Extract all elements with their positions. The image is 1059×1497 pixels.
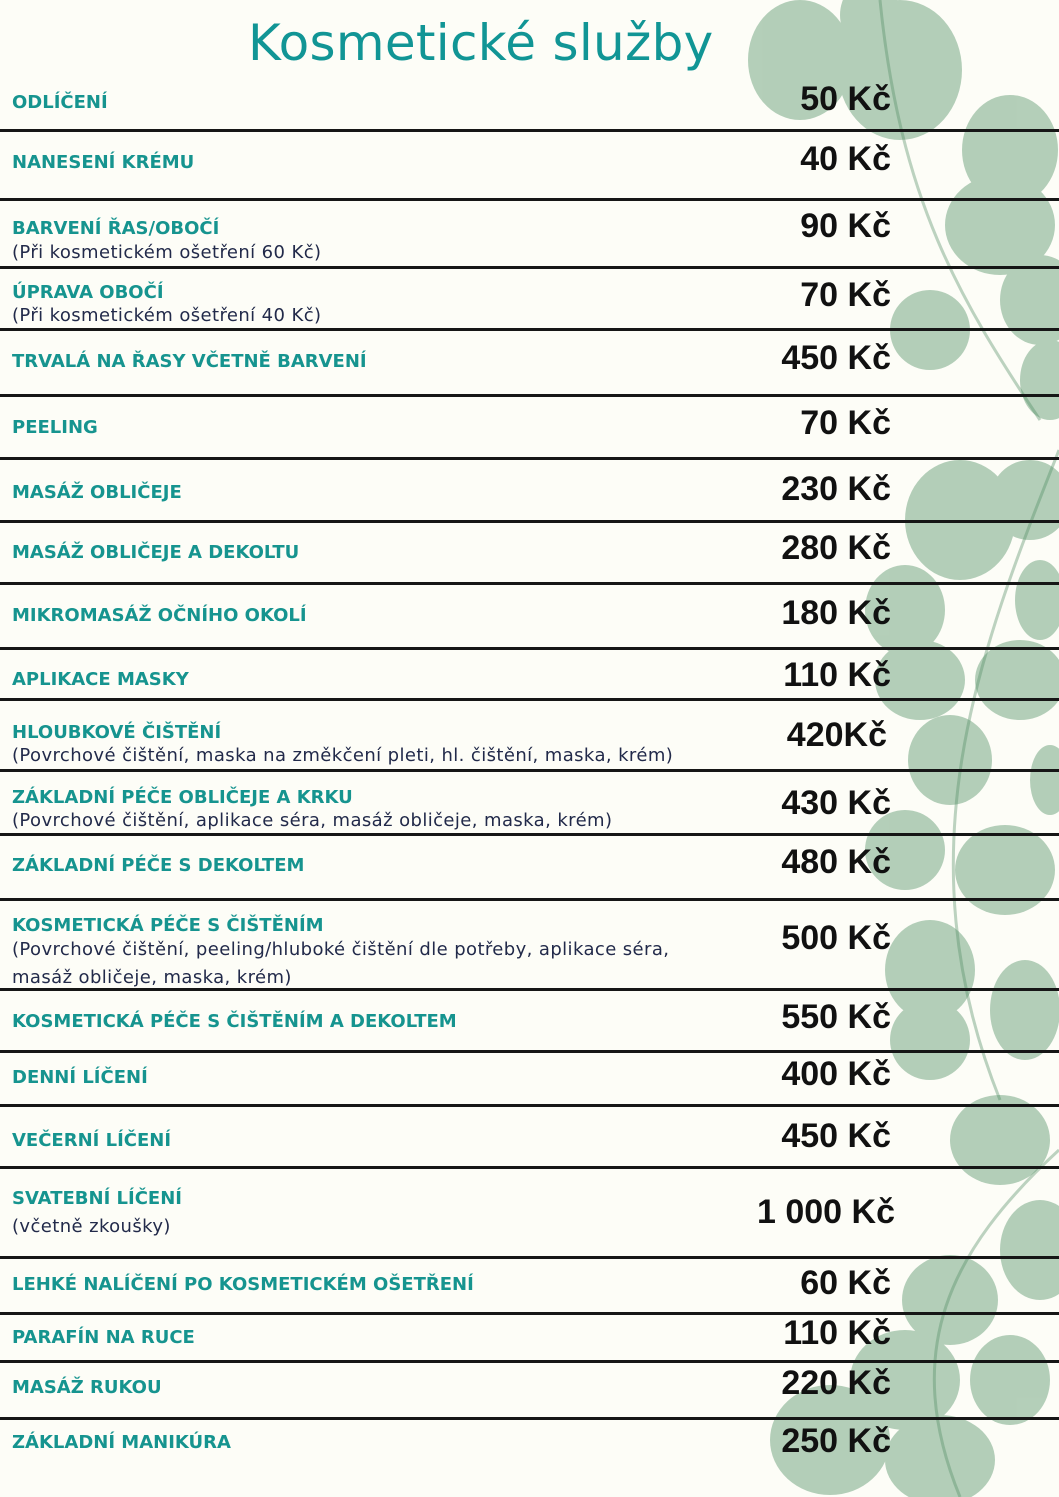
divider [0, 198, 1059, 201]
service-name: TRVALÁ NA ŘASY VČETNĚ BARVENÍ [12, 351, 367, 372]
service-name: ZÁKLADNÍ MANIKÚRA [12, 1432, 231, 1453]
service-note: (Při kosmetickém ošetření 40 Kč) [12, 305, 322, 326]
service-name: HLOUBKOVÉ ČIŠTĚNÍ [12, 722, 222, 743]
service-name: ZÁKLADNÍ PÉČE OBLIČEJE A KRKU [12, 787, 353, 808]
divider [0, 1104, 1059, 1107]
service-name: SVATEBNÍ LÍČENÍ [12, 1188, 182, 1209]
service-name: BARVENÍ ŘAS/OBOČÍ [12, 218, 220, 239]
service-note: (včetně zkoušky) [12, 1216, 171, 1237]
service-price: 280 Kč [781, 529, 891, 567]
service-price: 400 Kč [781, 1055, 891, 1093]
divider [0, 1360, 1059, 1363]
service-name: NANESENÍ KRÉMU [12, 152, 195, 173]
service-price: 60 Kč [800, 1264, 891, 1302]
service-price: 70 Kč [800, 276, 891, 314]
service-name: MIKROMASÁŽ OČNÍHO OKOLÍ [12, 605, 307, 626]
service-price: 450 Kč [781, 339, 891, 377]
service-note: (Povrchové čištění, aplikace séra, masáž obličeje, maska, krém) [12, 810, 613, 831]
divider [0, 520, 1059, 523]
service-name: ÚPRAVA OBOČÍ [12, 282, 164, 303]
service-note: masáž obličeje, maska, krém) [12, 967, 292, 988]
service-price: 250 Kč [781, 1422, 891, 1460]
service-name: DENNÍ LÍČENÍ [12, 1067, 148, 1088]
service-price: 500 Kč [781, 919, 891, 957]
service-price: 550 Kč [781, 998, 891, 1036]
service-name: ZÁKLADNÍ PÉČE S DEKOLTEM [12, 855, 305, 876]
service-note: (Povrchové čištění, peeling/hluboké čištění dle potřeby, aplikace séra, [12, 939, 670, 960]
service-price: 220 Kč [781, 1364, 891, 1402]
divider [0, 582, 1059, 585]
service-name: MASÁŽ OBLIČEJE [12, 482, 182, 503]
service-price: 110 Kč [783, 656, 891, 694]
service-name: MASÁŽ OBLIČEJE A DEKOLTU [12, 542, 300, 563]
divider [0, 1417, 1059, 1420]
service-price: 90 Kč [800, 207, 891, 245]
divider [0, 1050, 1059, 1053]
divider [0, 898, 1059, 901]
service-name: PARAFÍN NA RUCE [12, 1327, 195, 1348]
service-price: 50 Kč [800, 80, 891, 118]
divider [0, 1166, 1059, 1169]
service-price: 40 Kč [800, 140, 891, 178]
service-price: 450 Kč [781, 1117, 891, 1155]
service-name: PEELING [12, 417, 98, 438]
service-name: ODLÍČENÍ [12, 92, 108, 113]
page-title: Kosmetické služby [248, 14, 714, 72]
service-name: LEHKÉ NALÍČENÍ PO KOSMETICKÉM OŠETŘENÍ [12, 1274, 474, 1295]
service-note: (Při kosmetickém ošetření 60 Kč) [12, 242, 322, 263]
service-price: 180 Kč [781, 594, 891, 632]
divider [0, 328, 1059, 331]
service-name: MASÁŽ RUKOU [12, 1377, 162, 1398]
divider [0, 394, 1059, 397]
service-price: 1 000 Kč [757, 1193, 895, 1231]
service-price: 420Kč [786, 716, 887, 754]
service-name: APLIKACE MASKY [12, 669, 189, 690]
divider [0, 833, 1059, 836]
service-name: VEČERNÍ LÍČENÍ [12, 1130, 172, 1151]
divider [0, 457, 1059, 460]
divider [0, 698, 1059, 701]
service-name: KOSMETICKÁ PÉČE S ČIŠTĚNÍM [12, 915, 324, 936]
service-price: 110 Kč [783, 1314, 891, 1352]
service-name: KOSMETICKÁ PÉČE S ČIŠTĚNÍM A DEKOLTEM [12, 1011, 457, 1032]
service-price: 480 Kč [781, 843, 891, 881]
service-price: 430 Kč [781, 784, 891, 822]
divider [0, 647, 1059, 650]
service-price: 230 Kč [781, 470, 891, 508]
divider [0, 1312, 1059, 1315]
divider [0, 1256, 1059, 1259]
divider [0, 988, 1059, 991]
divider [0, 769, 1059, 772]
divider [0, 266, 1059, 269]
divider [0, 129, 1059, 132]
service-price: 70 Kč [800, 404, 891, 442]
service-note: (Povrchové čištění, maska na změkčení pleti, hl. čištění, maska, krém) [12, 745, 674, 766]
